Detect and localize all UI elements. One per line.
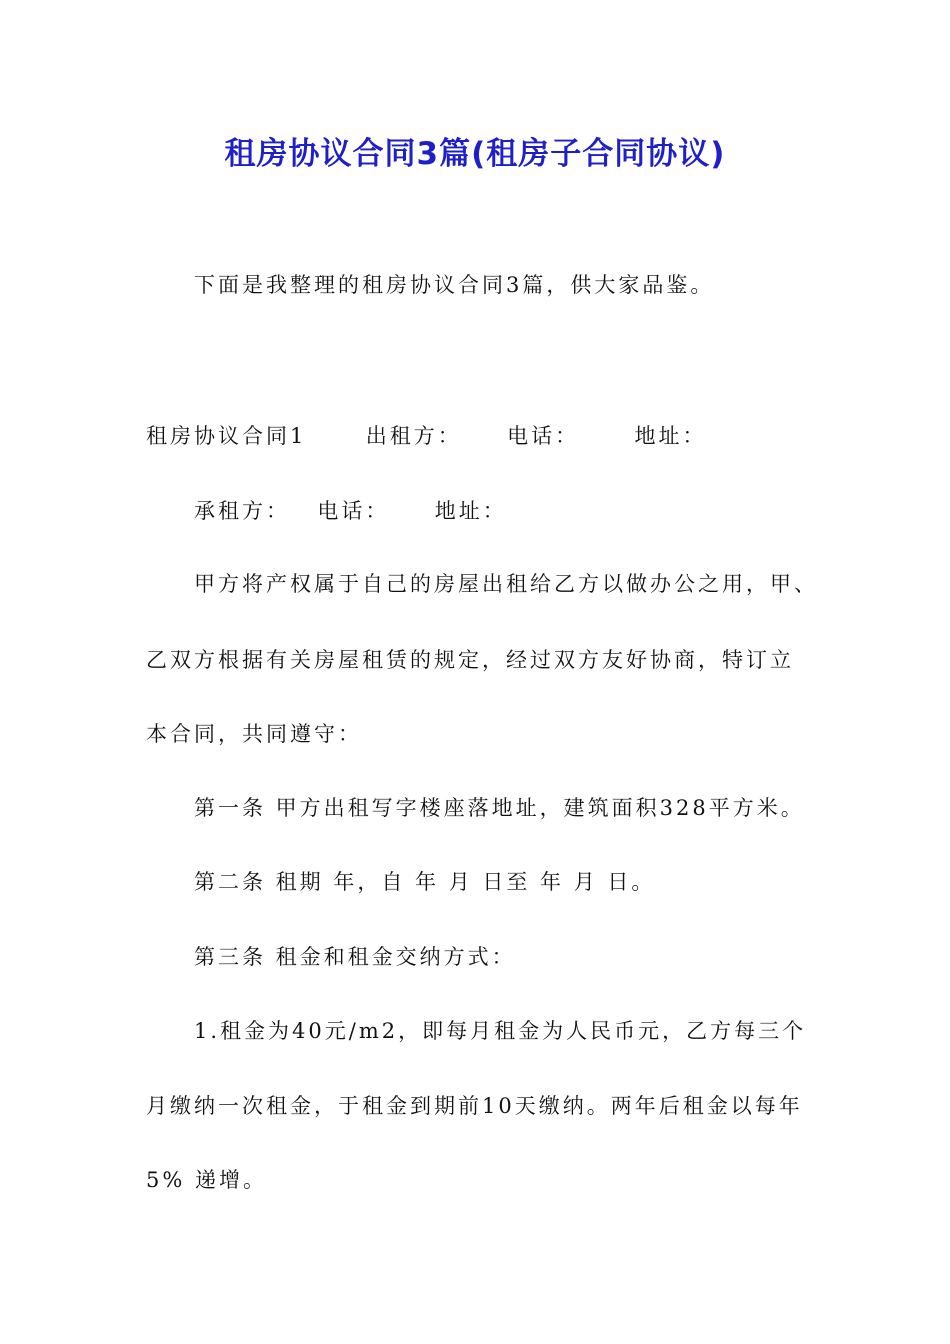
article-1: 第一条 甲方出租写字楼座落地址，建筑面积328平方米。 [194, 796, 805, 820]
tenant-phone-label: 电话： [317, 499, 390, 523]
lessor-address-label: 地址： [634, 424, 707, 448]
paragraph-line: 甲方将产权属于自己的房屋出租给乙方以做办公之用，甲、 [194, 572, 818, 596]
tenant-label: 承租方： [194, 499, 290, 523]
item-line: 月缴纳一次租金，于租金到期前10天缴纳。两年后租金以每年 [146, 1094, 803, 1118]
tenant-line [194, 496, 507, 526]
intro-paragraph: 下面是我整理的租房协议合同3篇，供大家品鉴。 [194, 273, 715, 297]
item-line: 1.租金为40元/m2，即每月租金为人民币元，乙方每三个 [194, 1019, 807, 1043]
paragraph-line: 本合同，共同遵守： [146, 722, 362, 746]
document-title: 租房协议合同3篇(租房子合同协议) [224, 136, 726, 172]
tenant-address-label: 地址： [434, 499, 507, 523]
paragraph-line: 乙双方根据有关房屋租赁的规定，经过双方友好协商，特订立 [146, 648, 794, 672]
contract1-label: 租房协议合同1 [146, 424, 307, 448]
article-3: 第三条 租金和租金交纳方式： [194, 945, 516, 969]
article-2: 第二条 租期 年，自 年 月 日至 年 月 日。 [194, 870, 656, 894]
contract1-header [146, 421, 707, 451]
lessor-phone-label: 电话： [507, 424, 580, 448]
item-line: 5% 递增。 [146, 1168, 267, 1192]
lessor-label: 出租方： [365, 424, 462, 448]
